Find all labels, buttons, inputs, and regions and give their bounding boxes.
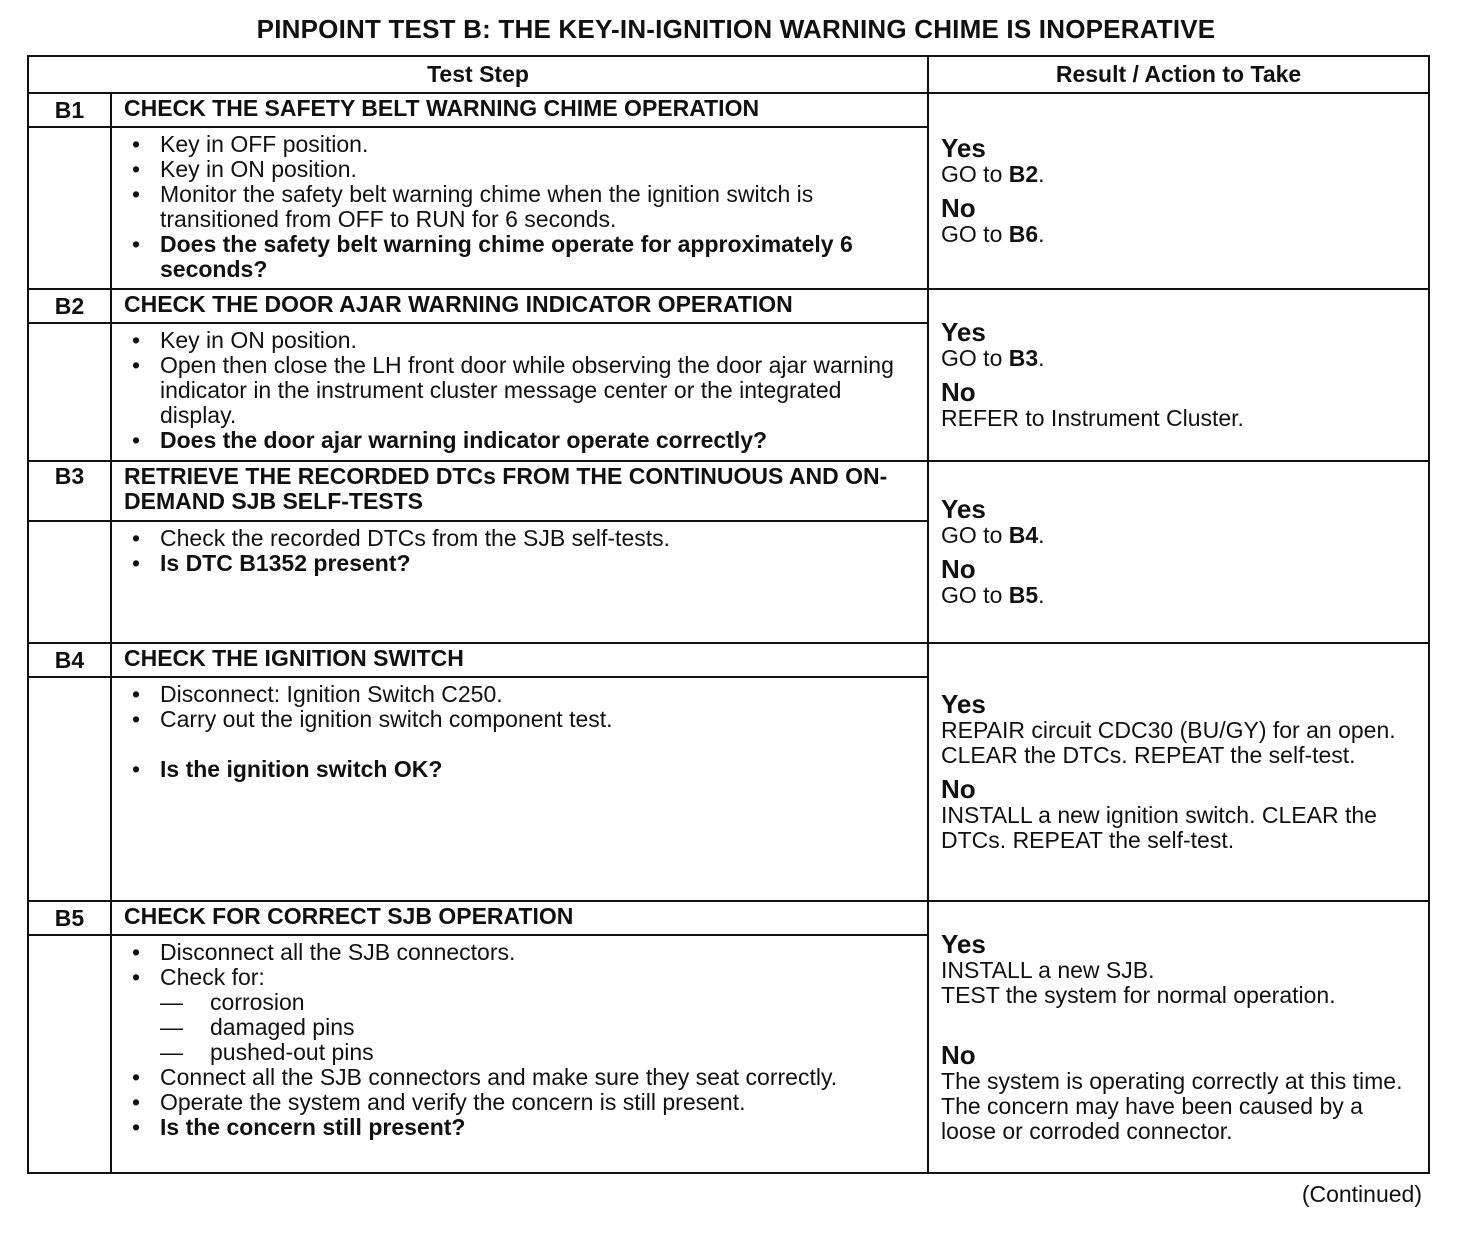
result-cell [928, 93, 1429, 289]
step-row-b1-heading [28, 93, 1429, 127]
no-action: GO to B5. [941, 582, 1045, 608]
list-item: • Open then close the LH front door while observing the door ajar warning indicator in the instrument cluster message center or the integrated display. [131, 352, 894, 428]
step-instructions [111, 935, 928, 1173]
step-row-b5-heading [28, 901, 1429, 935]
list-item: • Check the recorded DTCs from the SJB self-tests. [131, 525, 671, 551]
step-row-b2-heading [28, 289, 1429, 323]
header-test-step: Test Step [28, 56, 928, 93]
step-row-b3-heading [28, 461, 1429, 521]
yes-action: GO to B2. [941, 161, 1045, 187]
table-header-row [28, 56, 1429, 93]
step-heading: CHECK FOR CORRECT SJB OPERATION [111, 901, 928, 935]
pinpoint-test-table [27, 55, 1430, 1174]
result-cell [928, 901, 1429, 1173]
yes-label: Yes [941, 133, 986, 163]
sub-item: — pushed-out pins [160, 1039, 374, 1065]
list-item-question: • Is the ignition switch OK? [131, 756, 443, 782]
no-action: INSTALL a new ignition switch. CLEAR the DTCs. REPEAT the self-test. [941, 802, 1377, 853]
no-label: No [941, 554, 976, 584]
step-instructions [111, 127, 928, 289]
yes-label: Yes [941, 689, 986, 719]
step-heading: RETRIEVE THE RECORDED DTCs FROM THE CONTINUOUS AND ON-DEMAND SJB SELF-TESTS [111, 461, 928, 521]
yes-label: Yes [941, 317, 986, 347]
step-heading: CHECK THE DOOR AJAR WARNING INDICATOR OPERATION [111, 289, 928, 323]
yes-action-2: TEST the system for normal operation. [941, 981, 1336, 1008]
step-id: B4 [28, 643, 111, 677]
step-id: B5 [28, 901, 111, 935]
list-item: • Disconnect all the SJB connectors. [131, 939, 516, 965]
no-label: No [941, 193, 976, 223]
no-label: No [941, 1039, 976, 1070]
no-action: The system is operating correctly at this time. The concern may have been caused by a loose or corroded connector. [941, 1067, 1403, 1144]
result-cell [928, 461, 1429, 643]
step-id: B1 [28, 93, 111, 127]
list-item-question: • Is DTC B1352 present? [131, 550, 411, 576]
no-action: GO to B6. [941, 221, 1045, 247]
yes-action: GO to B4. [941, 522, 1045, 548]
yes-action: INSTALL a new SJB. [941, 956, 1155, 983]
list-item: • Connect all the SJB connectors and make sure they seat correctly. [131, 1064, 838, 1090]
result-cell [928, 289, 1429, 461]
step-instructions [111, 323, 928, 461]
yes-action: GO to B3. [941, 345, 1045, 371]
result-cell [928, 643, 1429, 901]
continued-note: (Continued) [1301, 1181, 1422, 1207]
list-item: • Key in OFF position. [131, 131, 369, 157]
list-item: • Key in ON position. [131, 327, 357, 353]
list-item: • Check for: [131, 964, 265, 990]
list-item: • Carry out the ignition switch component test. [131, 706, 613, 732]
step-instructions [111, 521, 928, 643]
no-label: No [941, 774, 976, 804]
yes-label: Yes [941, 928, 986, 959]
sub-item: — corrosion [160, 989, 305, 1015]
step-instructions [111, 677, 928, 901]
step-row-b4-heading [28, 643, 1429, 677]
list-item-question: • Is the concern still present? [131, 1114, 466, 1140]
no-label: No [941, 377, 976, 407]
list-item-question: • Does the safety belt warning chime operate for approximately 6 seconds? [131, 231, 853, 282]
yes-action: REPAIR circuit CDC30 (BU/GY) for an open. CLEAR the DTCs. REPEAT the self-test. [941, 717, 1396, 768]
yes-label: Yes [941, 494, 986, 524]
list-item: • Key in ON position. [131, 156, 357, 182]
step-id: B2 [28, 289, 111, 323]
list-item: • Monitor the safety belt warning chime when the ignition switch is transitioned from OFF to RUN for 6 seconds. [131, 181, 814, 232]
step-id: B3 [28, 461, 111, 521]
header-result: Result / Action to Take [928, 56, 1429, 93]
no-action: REFER to Instrument Cluster. [941, 405, 1244, 431]
list-item: • Operate the system and verify the concern is still present. [131, 1089, 746, 1115]
list-item: • Disconnect: Ignition Switch C250. [131, 681, 503, 707]
sub-item: — damaged pins [160, 1014, 355, 1040]
step-heading: CHECK THE SAFETY BELT WARNING CHIME OPERATION [111, 93, 928, 127]
list-item-question: • Does the door ajar warning indicator operate correctly? [131, 427, 768, 453]
page-title: PINPOINT TEST B: THE KEY-IN-IGNITION WARNING CHIME IS INOPERATIVE [256, 14, 1216, 44]
step-heading: CHECK THE IGNITION SWITCH [111, 643, 928, 677]
